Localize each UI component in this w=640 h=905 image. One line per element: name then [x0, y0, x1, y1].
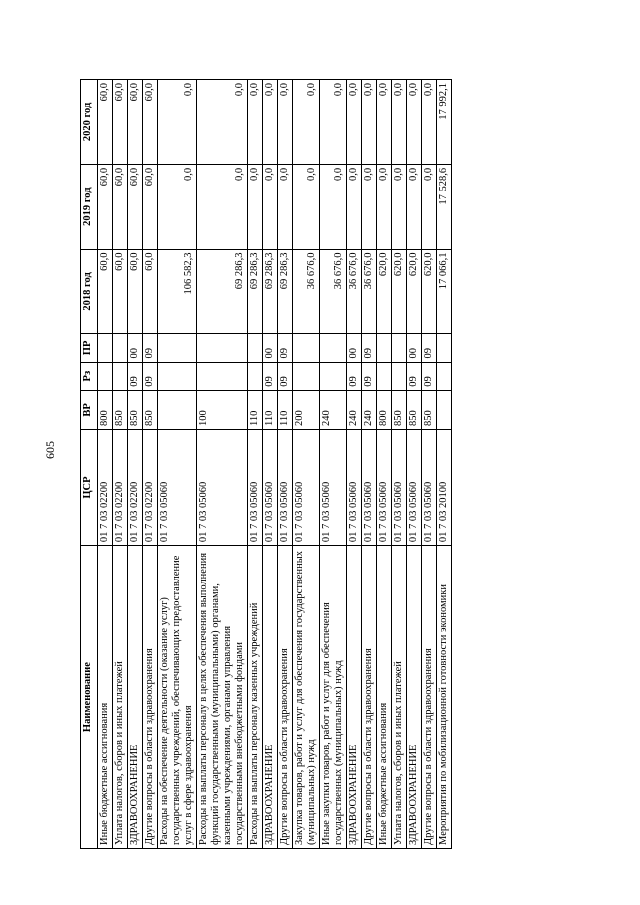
cell-csr: 01 7 03 05060 — [407, 429, 422, 545]
cell-vr: 110 — [248, 390, 263, 429]
cell-y2019: 60,0 — [98, 164, 113, 249]
cell-y2019: 0,0 — [278, 164, 293, 249]
cell-pr — [158, 334, 197, 362]
cell-csr: 01 7 03 05060 — [263, 429, 278, 545]
cell-y2019: 0,0 — [197, 164, 248, 249]
cell-y2019: 0,0 — [158, 164, 197, 249]
budget-table — [80, 79, 452, 849]
header-name: Наименование — [81, 546, 98, 849]
cell-y2018: 69 286,3 — [263, 249, 278, 334]
cell-csr: 01 7 03 02200 — [128, 429, 143, 545]
cell-csr: 01 7 03 05060 — [320, 429, 347, 545]
cell-pr: 09 — [143, 334, 158, 362]
cell-vr: 200 — [293, 390, 320, 429]
cell-name: Другие вопросы в области здравоохранения — [422, 546, 437, 849]
cell-csr: 01 7 03 05060 — [422, 429, 437, 545]
cell-csr: 01 7 03 02200 — [98, 429, 113, 545]
cell-vr: 110 — [278, 390, 293, 429]
cell-y2019: 0,0 — [347, 164, 362, 249]
cell-csr: 01 7 03 05060 — [377, 429, 392, 545]
cell-pr: 09 — [278, 334, 293, 362]
table-row — [197, 80, 248, 849]
cell-y2019: 0,0 — [248, 164, 263, 249]
cell-y2020: 0,0 — [377, 80, 392, 165]
cell-rz — [98, 362, 113, 390]
cell-rz — [248, 362, 263, 390]
cell-name: Иные закупки товаров, работ и услуг для обеспечения государственных (муниципальных) нужд — [320, 546, 347, 849]
table-row — [437, 80, 452, 849]
cell-rz — [437, 362, 452, 390]
cell-pr: 00 — [128, 334, 143, 362]
cell-csr: 01 7 03 05060 — [248, 429, 263, 545]
cell-csr: 01 7 03 05060 — [392, 429, 407, 545]
cell-rz — [320, 362, 347, 390]
cell-name: Уплата налогов, сборов и иных платежей — [113, 546, 128, 849]
cell-pr: 09 — [362, 334, 377, 362]
header-pr: ПР — [81, 334, 98, 362]
cell-name: Расходы на обеспечение деятельности (оказание услуг) государственных учреждений, обеспечивающих предоставление услуг в сфере здравоохранения — [158, 546, 197, 849]
header-2019: 2019 год — [81, 164, 98, 249]
header-rz: Рз — [81, 362, 98, 390]
table-row — [98, 80, 113, 849]
cell-y2019: 0,0 — [377, 164, 392, 249]
cell-pr — [437, 334, 452, 362]
cell-name: Другие вопросы в области здравоохранения — [362, 546, 377, 849]
cell-y2019: 0,0 — [392, 164, 407, 249]
cell-y2018: 36 676,0 — [347, 249, 362, 334]
table-row — [248, 80, 263, 849]
cell-pr — [98, 334, 113, 362]
budget-table-container — [80, 79, 502, 849]
cell-csr: 01 7 03 20100 — [437, 429, 452, 545]
cell-vr: 110 — [263, 390, 278, 429]
cell-csr: 01 7 03 02200 — [113, 429, 128, 545]
cell-name: Закупка товаров, работ и услуг для обеспечения государственных (муниципальных) нужд — [293, 546, 320, 849]
cell-vr: 850 — [113, 390, 128, 429]
cell-y2018: 69 286,3 — [278, 249, 293, 334]
cell-csr: 01 7 03 05060 — [347, 429, 362, 545]
page-number: 605 — [43, 441, 57, 459]
cell-name: Расходы на выплаты персоналу казенных учреждений — [248, 546, 263, 849]
table-row — [143, 80, 158, 849]
cell-y2019: 0,0 — [320, 164, 347, 249]
cell-y2018: 620,0 — [407, 249, 422, 334]
cell-y2019: 60,0 — [113, 164, 128, 249]
cell-y2018: 60,0 — [143, 249, 158, 334]
cell-y2020: 0,0 — [320, 80, 347, 165]
cell-vr: 850 — [143, 390, 158, 429]
cell-pr — [293, 334, 320, 362]
cell-y2019: 0,0 — [293, 164, 320, 249]
cell-vr — [437, 390, 452, 429]
cell-y2020: 0,0 — [248, 80, 263, 165]
cell-rz — [113, 362, 128, 390]
cell-name: Другие вопросы в области здравоохранения — [143, 546, 158, 849]
cell-csr: 01 7 03 05060 — [362, 429, 377, 545]
cell-y2020: 0,0 — [422, 80, 437, 165]
cell-rz — [158, 362, 197, 390]
cell-y2020: 0,0 — [347, 80, 362, 165]
cell-rz: 09 — [422, 362, 437, 390]
table-row — [347, 80, 362, 849]
table-row — [362, 80, 377, 849]
cell-y2020: 0,0 — [362, 80, 377, 165]
table-row — [320, 80, 347, 849]
cell-vr — [158, 390, 197, 429]
cell-y2018: 620,0 — [392, 249, 407, 334]
cell-pr — [197, 334, 248, 362]
header-2018: 2018 год — [81, 249, 98, 334]
cell-y2019: 0,0 — [263, 164, 278, 249]
cell-pr — [113, 334, 128, 362]
cell-y2018: 106 582,3 — [158, 249, 197, 334]
table-row — [278, 80, 293, 849]
cell-name: Расходы на выплаты персоналу в целях обеспечения выполнения функций государственными (муниципальными) органами, казенными учреждениями, органами управления государственными внебюджетными фондами — [197, 546, 248, 849]
cell-y2020: 0,0 — [407, 80, 422, 165]
cell-rz: 09 — [362, 362, 377, 390]
cell-y2020: 17 992,1 — [437, 80, 452, 165]
cell-pr — [248, 334, 263, 362]
cell-pr — [392, 334, 407, 362]
cell-rz — [377, 362, 392, 390]
cell-pr — [320, 334, 347, 362]
cell-y2019: 60,0 — [128, 164, 143, 249]
cell-csr: 01 7 03 05060 — [293, 429, 320, 545]
table-header-row — [81, 80, 98, 849]
cell-y2018: 60,0 — [113, 249, 128, 334]
cell-y2020: 60,0 — [113, 80, 128, 165]
cell-y2018: 620,0 — [377, 249, 392, 334]
cell-y2020: 60,0 — [98, 80, 113, 165]
cell-y2018: 620,0 — [422, 249, 437, 334]
cell-y2018: 69 286,3 — [248, 249, 263, 334]
cell-pr: 00 — [347, 334, 362, 362]
cell-pr: 09 — [422, 334, 437, 362]
cell-y2019: 0,0 — [422, 164, 437, 249]
cell-name: Другие вопросы в области здравоохранения — [278, 546, 293, 849]
cell-vr: 800 — [377, 390, 392, 429]
table-row — [113, 80, 128, 849]
cell-y2019: 0,0 — [362, 164, 377, 249]
cell-rz — [197, 362, 248, 390]
cell-y2020: 0,0 — [278, 80, 293, 165]
table-row — [407, 80, 422, 849]
cell-y2018: 60,0 — [128, 249, 143, 334]
cell-pr — [377, 334, 392, 362]
cell-rz: 09 — [347, 362, 362, 390]
cell-y2020: 0,0 — [197, 80, 248, 165]
cell-name: Уплата налогов, сборов и иных платежей — [392, 546, 407, 849]
cell-csr: 01 7 03 05060 — [158, 429, 197, 545]
cell-name: ЗДРАВООХРАНЕНИЕ — [407, 546, 422, 849]
header-csr: ЦСР — [81, 429, 98, 545]
cell-vr: 100 — [197, 390, 248, 429]
table-row — [293, 80, 320, 849]
cell-y2020: 0,0 — [158, 80, 197, 165]
cell-name: Иные бюджетные ассигнования — [98, 546, 113, 849]
cell-name: ЗДРАВООХРАНЕНИЕ — [128, 546, 143, 849]
table-row — [377, 80, 392, 849]
cell-y2018: 36 676,0 — [293, 249, 320, 334]
cell-y2019: 17 528,6 — [437, 164, 452, 249]
cell-rz: 09 — [407, 362, 422, 390]
cell-y2020: 0,0 — [293, 80, 320, 165]
cell-y2020: 0,0 — [263, 80, 278, 165]
table-row — [422, 80, 437, 849]
cell-y2018: 60,0 — [98, 249, 113, 334]
cell-y2018: 36 676,0 — [362, 249, 377, 334]
table-row — [392, 80, 407, 849]
cell-pr: 00 — [263, 334, 278, 362]
header-vr: ВР — [81, 390, 98, 429]
table-row — [263, 80, 278, 849]
cell-y2018: 36 676,0 — [320, 249, 347, 334]
cell-name: ЗДРАВООХРАНЕНИЕ — [347, 546, 362, 849]
cell-rz — [293, 362, 320, 390]
cell-vr: 240 — [320, 390, 347, 429]
table-row — [128, 80, 143, 849]
cell-name: Иные бюджетные ассигнования — [377, 546, 392, 849]
cell-name: ЗДРАВООХРАНЕНИЕ — [263, 546, 278, 849]
cell-rz: 09 — [143, 362, 158, 390]
header-2020: 2020 год — [81, 80, 98, 165]
cell-vr: 240 — [362, 390, 377, 429]
cell-rz: 09 — [263, 362, 278, 390]
cell-y2019: 0,0 — [407, 164, 422, 249]
cell-csr: 01 7 03 05060 — [197, 429, 248, 545]
cell-y2018: 69 286,3 — [197, 249, 248, 334]
cell-y2019: 60,0 — [143, 164, 158, 249]
cell-vr: 850 — [128, 390, 143, 429]
cell-rz — [392, 362, 407, 390]
cell-vr: 240 — [347, 390, 362, 429]
cell-y2020: 60,0 — [128, 80, 143, 165]
cell-csr: 01 7 03 02200 — [143, 429, 158, 545]
cell-csr: 01 7 03 05060 — [278, 429, 293, 545]
cell-y2020: 0,0 — [392, 80, 407, 165]
cell-pr: 00 — [407, 334, 422, 362]
cell-vr: 850 — [422, 390, 437, 429]
table-row — [158, 80, 197, 849]
cell-rz: 09 — [278, 362, 293, 390]
cell-y2020: 60,0 — [143, 80, 158, 165]
cell-vr: 800 — [98, 390, 113, 429]
cell-vr: 850 — [392, 390, 407, 429]
cell-name: Мероприятия по мобилизационной готовности экономики — [437, 546, 452, 849]
cell-y2018: 17 066,1 — [437, 249, 452, 334]
cell-rz: 09 — [128, 362, 143, 390]
cell-vr: 850 — [407, 390, 422, 429]
